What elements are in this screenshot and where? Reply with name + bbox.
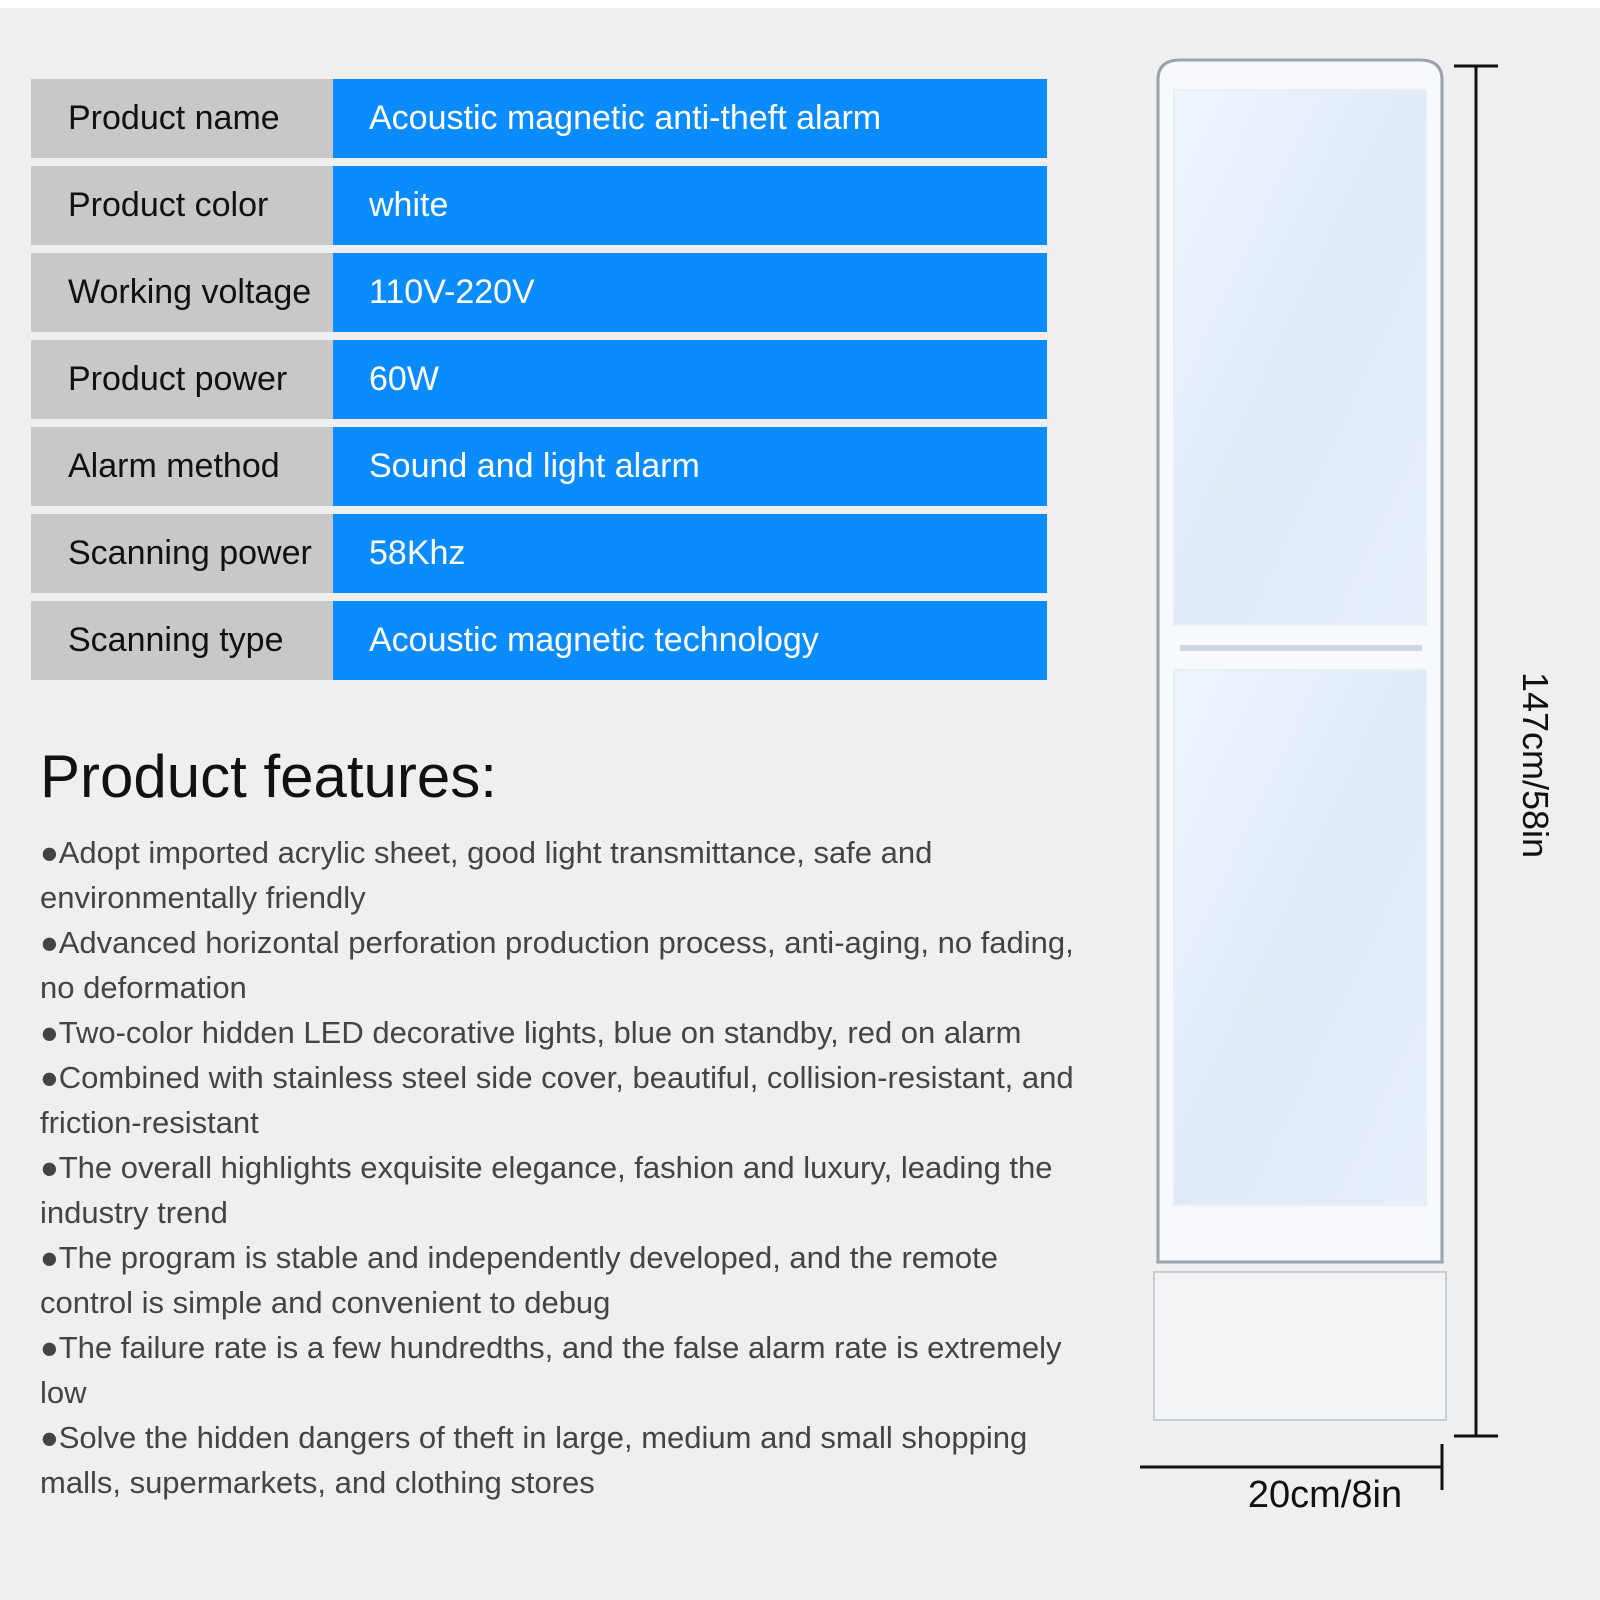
spec-row-product-power <box>31 340 1047 419</box>
spec-value: white <box>333 166 1047 245</box>
spec-label: Product power <box>31 340 333 419</box>
spec-value: Sound and light alarm <box>333 427 1047 506</box>
features-title: Product features: <box>40 743 497 810</box>
feature-item: ●Adopt imported acrylic sheet, good light transmittance, safe and environmentally friendly <box>40 835 933 915</box>
feature-item: ●The program is stable and independently developed, and the remote control is simple and convenient to debug <box>40 1240 998 1320</box>
feature-item: ●Combined with stainless steel side cover, beautiful, collision-resistant, and friction-resistant <box>40 1060 1074 1140</box>
spec-value: 58Khz <box>333 514 1047 593</box>
feature-item: ●Solve the hidden dangers of theft in large, medium and small shopping malls, supermarkets, and clothing stores <box>40 1420 1028 1500</box>
spec-value: 110V-220V <box>333 253 1047 332</box>
feature-item: ●The failure rate is a few hundredths, and the false alarm rate is extremely low <box>40 1330 1062 1410</box>
spec-row-product-color <box>31 166 1047 245</box>
product-image <box>1140 50 1560 1520</box>
feature-item: ●Two-color hidden LED decorative lights, blue on standby, red on alarm <box>40 1015 1022 1050</box>
spec-label: Alarm method <box>31 427 333 506</box>
spec-value: 60W <box>333 340 1047 419</box>
spec-value: Acoustic magnetic technology <box>333 601 1047 680</box>
spec-label: Product name <box>31 79 333 158</box>
height-dimension-label: 147cm/58in <box>1515 671 1556 859</box>
spec-label: Working voltage <box>31 253 333 332</box>
spec-row-scanning-type <box>31 601 1047 680</box>
spec-row-product-name <box>31 79 1047 158</box>
feature-item: ●Advanced horizontal perforation production process, anti-aging, no fading, no deformation <box>40 925 1074 1005</box>
spec-table <box>31 79 1047 688</box>
spec-label: Scanning type <box>31 601 333 680</box>
spec-label: Scanning power <box>31 514 333 593</box>
upper-panel <box>1174 90 1426 625</box>
spec-row-scanning-power <box>31 514 1047 593</box>
features-list <box>40 830 1090 1505</box>
width-dimension-label: 20cm/8in <box>1247 1474 1403 1516</box>
spec-label: Product color <box>31 166 333 245</box>
spec-row-alarm-method <box>31 427 1047 506</box>
gate-base <box>1154 1272 1446 1420</box>
spec-value: Acoustic magnetic anti-theft alarm <box>333 79 1047 158</box>
feature-item: ●The overall highlights exquisite elegance, fashion and luxury, leading the industry trend <box>40 1150 1053 1230</box>
lower-panel <box>1174 670 1426 1205</box>
top-border <box>0 0 1600 8</box>
spec-row-working-voltage <box>31 253 1047 332</box>
